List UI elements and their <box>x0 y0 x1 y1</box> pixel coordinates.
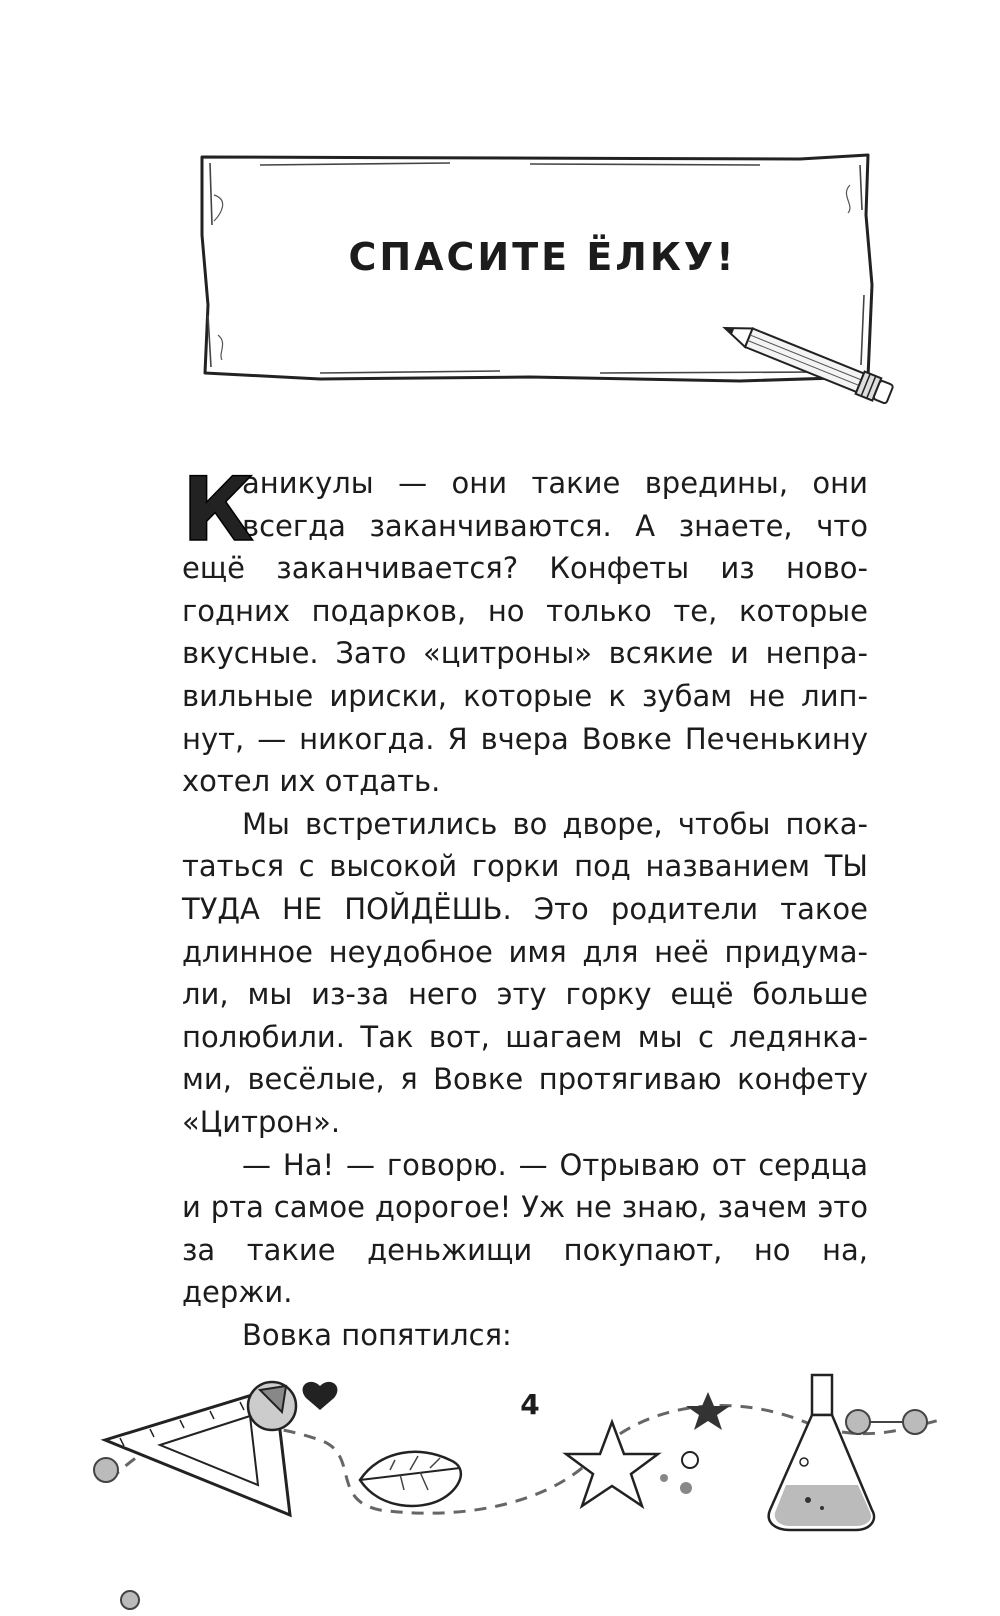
ball-icon <box>121 1591 139 1609</box>
chapter-title-board <box>200 155 920 415</box>
oak-leaf-icon <box>360 1452 461 1506</box>
ball-icon <box>94 1458 118 1482</box>
heart-icon <box>303 1382 338 1410</box>
flask-icon <box>769 1375 874 1530</box>
chapter-title: СПАСИТЕ ЁЛКУ! <box>348 235 737 279</box>
drop-cap <box>180 458 254 561</box>
push-pin-icon <box>248 1382 296 1430</box>
paragraph: Мы встретились во дворе, чтобы покататься с высокой горки под названием ТЫ ТУДА НЕ ПОЙДЁШЬ. Это родители такое длинное неудобное имя для неё придумали, мы из-за него эту горку ещё больше полюбили. Так вот, шагаем мы с ледянками, весёлые, я Вовке протягиваю конфету «Цитрон». <box>182 806 868 1139</box>
dot-icon <box>660 1474 668 1482</box>
dot-icon <box>682 1452 698 1468</box>
dot-icon <box>680 1482 692 1494</box>
paragraph: аникулы — они такие вредины, они всегда заканчиваются. А знаете, что ещё заканчивается? Конфеты из новогодних подарков, но только те, которые вкусные. Зато «цитроны» всякие и неправильные ириски, которые к зубам не липнут, — никогда. Я вчера Вовке Печенькину хотел их отдать. <box>182 466 868 799</box>
paragraph: — На! — говорю. — Отрываю от сердца и рта самое дорогое! Уж не знаю, зачем это за такие деньжищи покупают, но на, держи. <box>182 1147 868 1310</box>
ball-icon <box>903 1410 927 1434</box>
page-number: 4 <box>520 1388 540 1421</box>
ball-icon <box>846 1410 870 1434</box>
star-icon <box>566 1422 658 1506</box>
small-star-icon <box>686 1392 730 1430</box>
wooden-sign-frame <box>200 155 920 415</box>
svg-text:К: К <box>182 458 254 561</box>
paragraph: Вовка попятился: <box>242 1317 512 1352</box>
story-text <box>182 458 868 1356</box>
